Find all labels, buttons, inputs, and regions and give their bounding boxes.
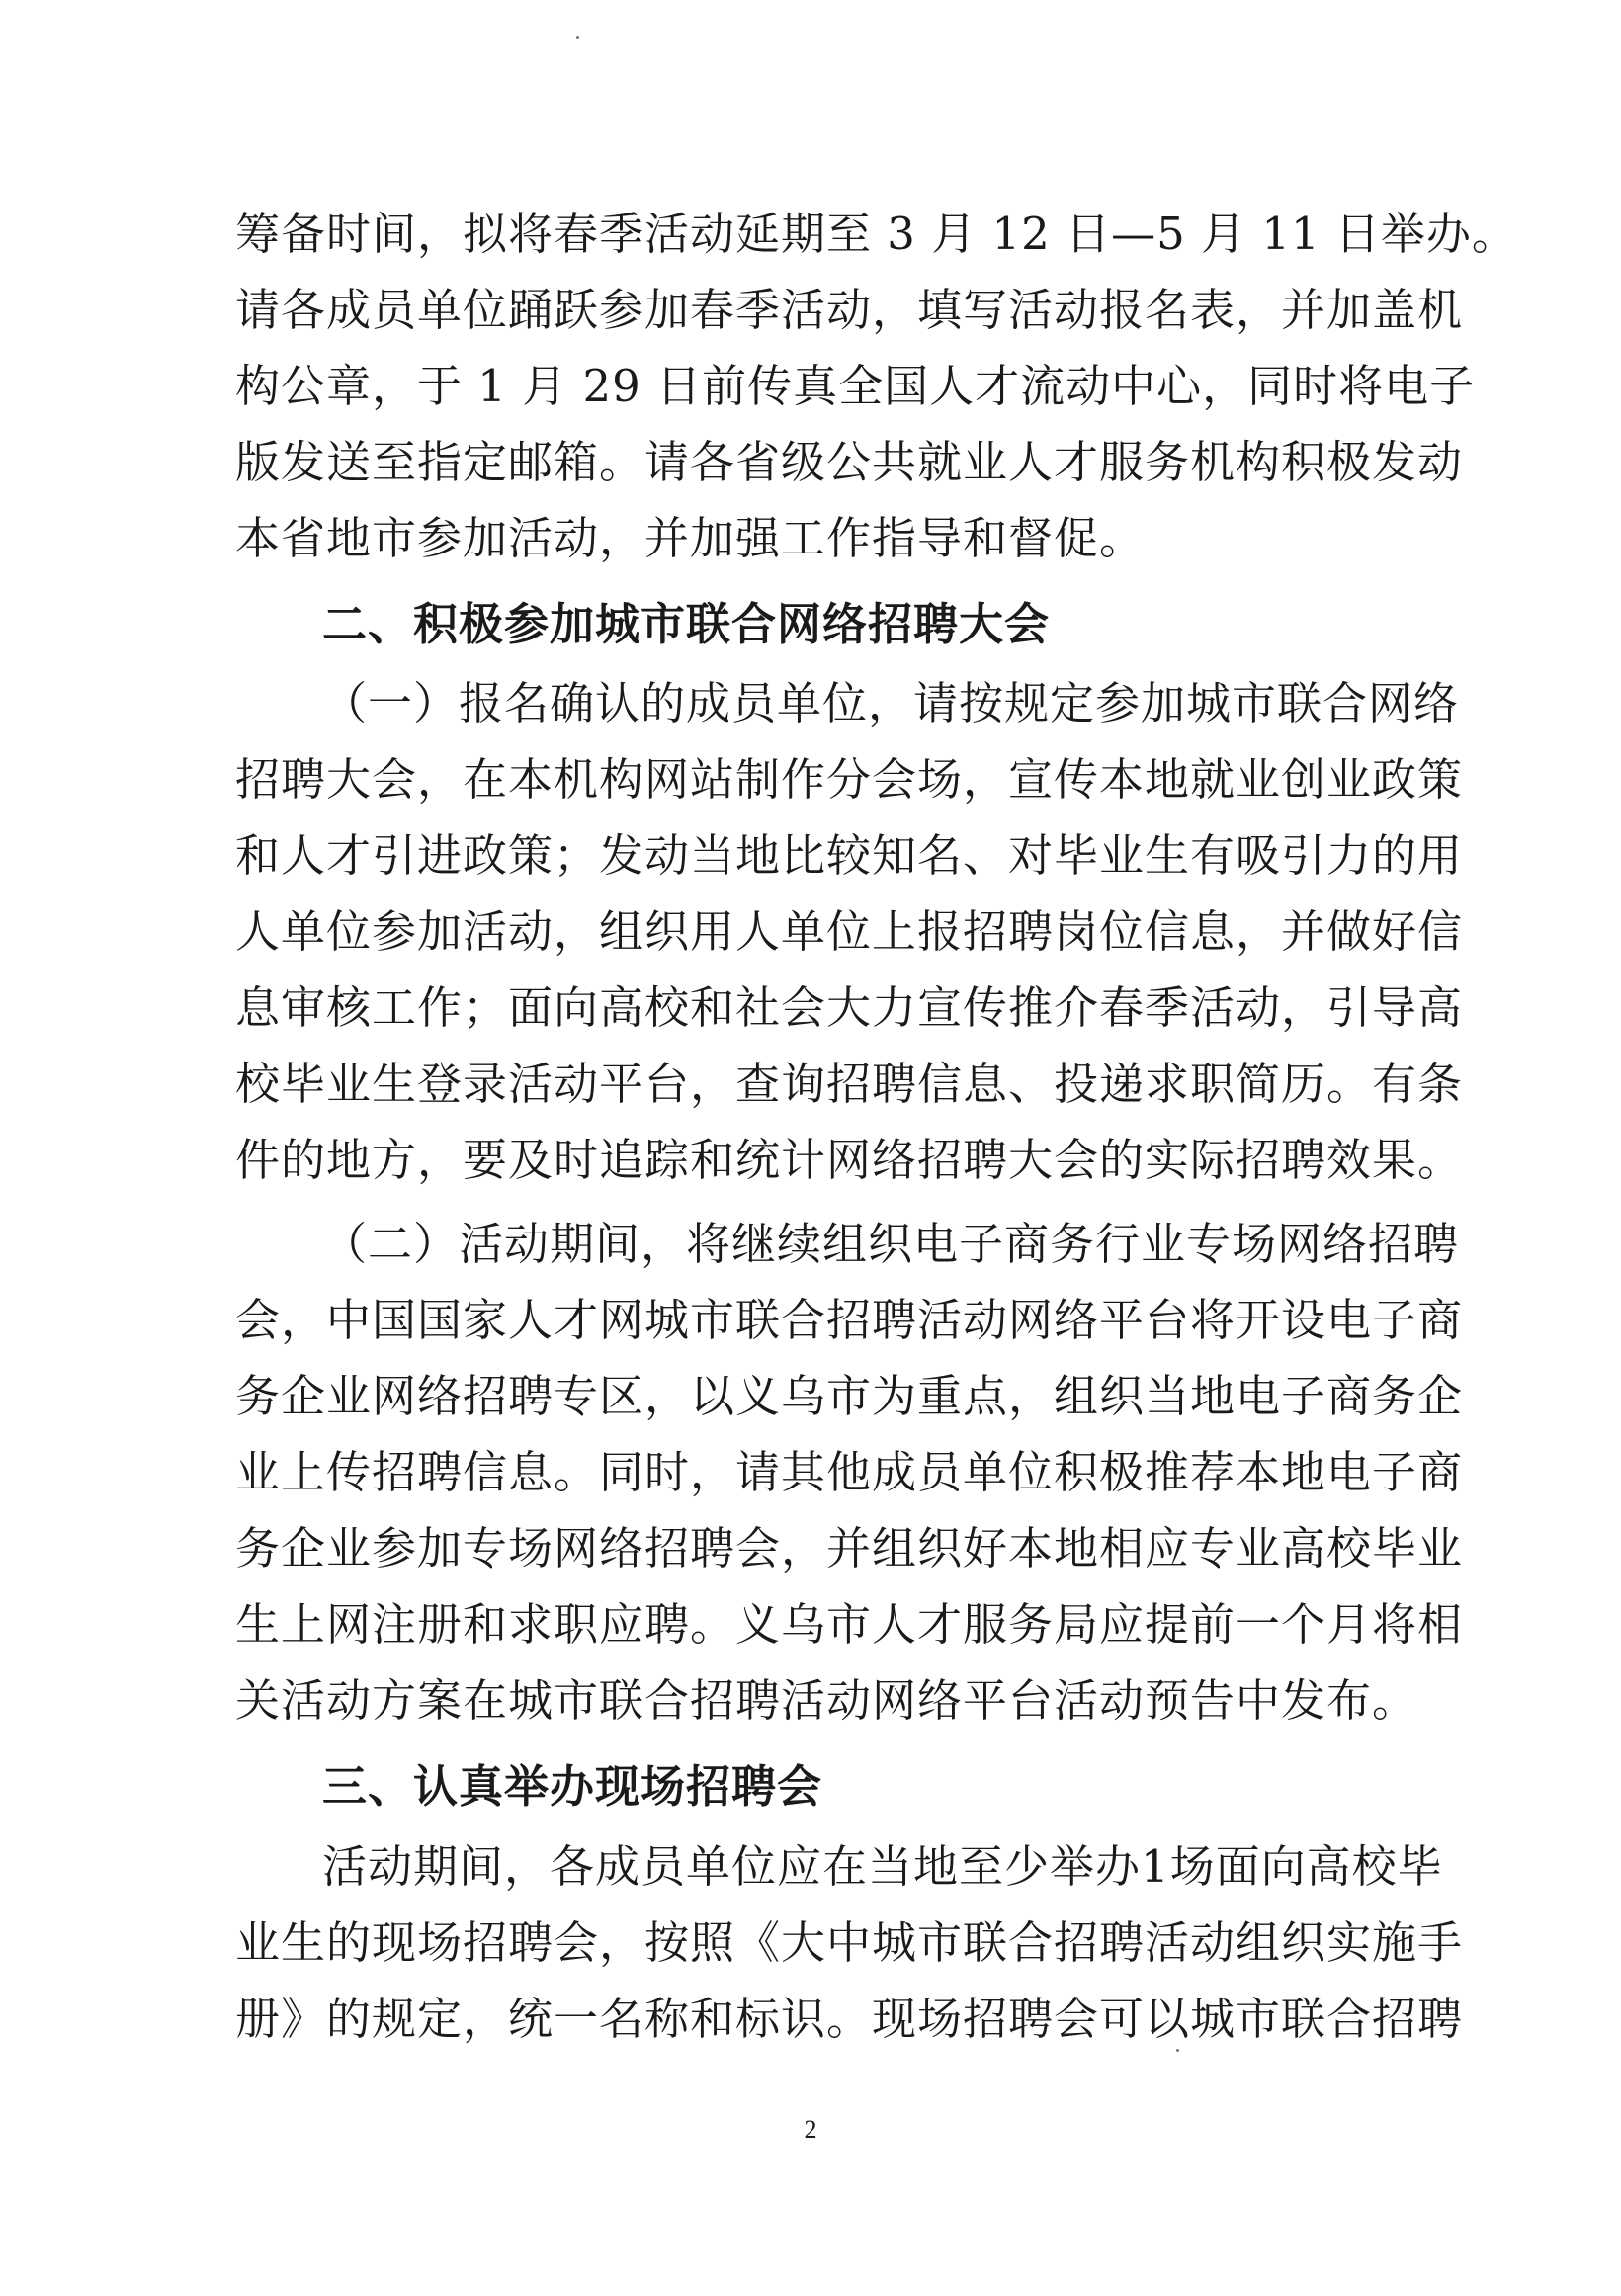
text-line: （二）活动期间，将继续组织电子商务行业专场网络招聘 (322, 1218, 1460, 1270)
text-line: 业上传招聘信息。同时，请其他成员单位积极推荐本地电子商 (235, 1446, 1464, 1498)
text-line: 人单位参加活动，组织用人单位上报招聘岗位信息，并做好信 (235, 905, 1464, 958)
text-line: （一）报名确认的成员单位，请按规定参加城市联合网络 (322, 677, 1460, 729)
text-line: 册》的规定，统一名称和标识。现场招聘会可以城市联合招聘 (235, 1993, 1464, 2045)
section-heading-2: 二、积极参加城市联合网络招聘大会 (322, 598, 1051, 650)
section-heading-3: 三、认真举办现场招聘会 (322, 1760, 823, 1813)
text-line: 版发送至指定邮箱。请各省级公共就业人才服务机构积极发动 (235, 436, 1464, 488)
text-line: 请各成员单位踊跃参加春季活动，填写活动报名表，并加盖机 (235, 284, 1464, 336)
text-line: 生上网注册和求职应聘。义乌市人才服务局应提前一个月将相 (235, 1598, 1464, 1651)
text-line: 筹备时间，拟将春季活动延期至 3 月 12 日—5 月 11 日举办。 (235, 208, 1517, 260)
text-line: 校毕业生登录活动平台，查询招聘信息、投递求职简历。有条 (235, 1058, 1464, 1110)
text-line: 务企业参加专场网络招聘会，并组织好本地相应专业高校毕业 (235, 1522, 1464, 1574)
text-line: 构公章，于 1 月 29 日前传真全国人才流动中心，同时将电子 (235, 360, 1476, 412)
text-line: 会，中国国家人才网城市联合招聘活动网络平台将开设电子商 (235, 1294, 1464, 1346)
text-line: 息审核工作；面向高校和社会大力宣传推介春季活动，引导高 (235, 981, 1464, 1034)
text-line: 本省地市参加活动，并加强工作指导和督促。 (235, 512, 1146, 564)
text-line: 件的地方，要及时追踪和统计网络招聘大会的实际招聘效果。 (235, 1134, 1464, 1186)
text-line: 关活动方案在城市联合招聘活动网络平台活动预告中发布。 (235, 1674, 1418, 1727)
scan-speck (576, 36, 579, 39)
page-number: 2 (804, 2115, 817, 2144)
text-line: 活动期间，各成员单位应在当地至少举办1场面向高校毕 (322, 1840, 1443, 1893)
text-line: 和人才引进政策；发动当地比较知名、对毕业生有吸引力的用 (235, 829, 1464, 882)
text-line: 招聘大会，在本机构网站制作分会场，宣传本地就业创业政策 (235, 753, 1464, 806)
text-line: 务企业网络招聘专区，以义乌市为重点，组织当地电子商务企 (235, 1370, 1464, 1422)
text-line: 业生的现场招聘会，按照《大中城市联合招聘活动组织实施手 (235, 1916, 1464, 1969)
